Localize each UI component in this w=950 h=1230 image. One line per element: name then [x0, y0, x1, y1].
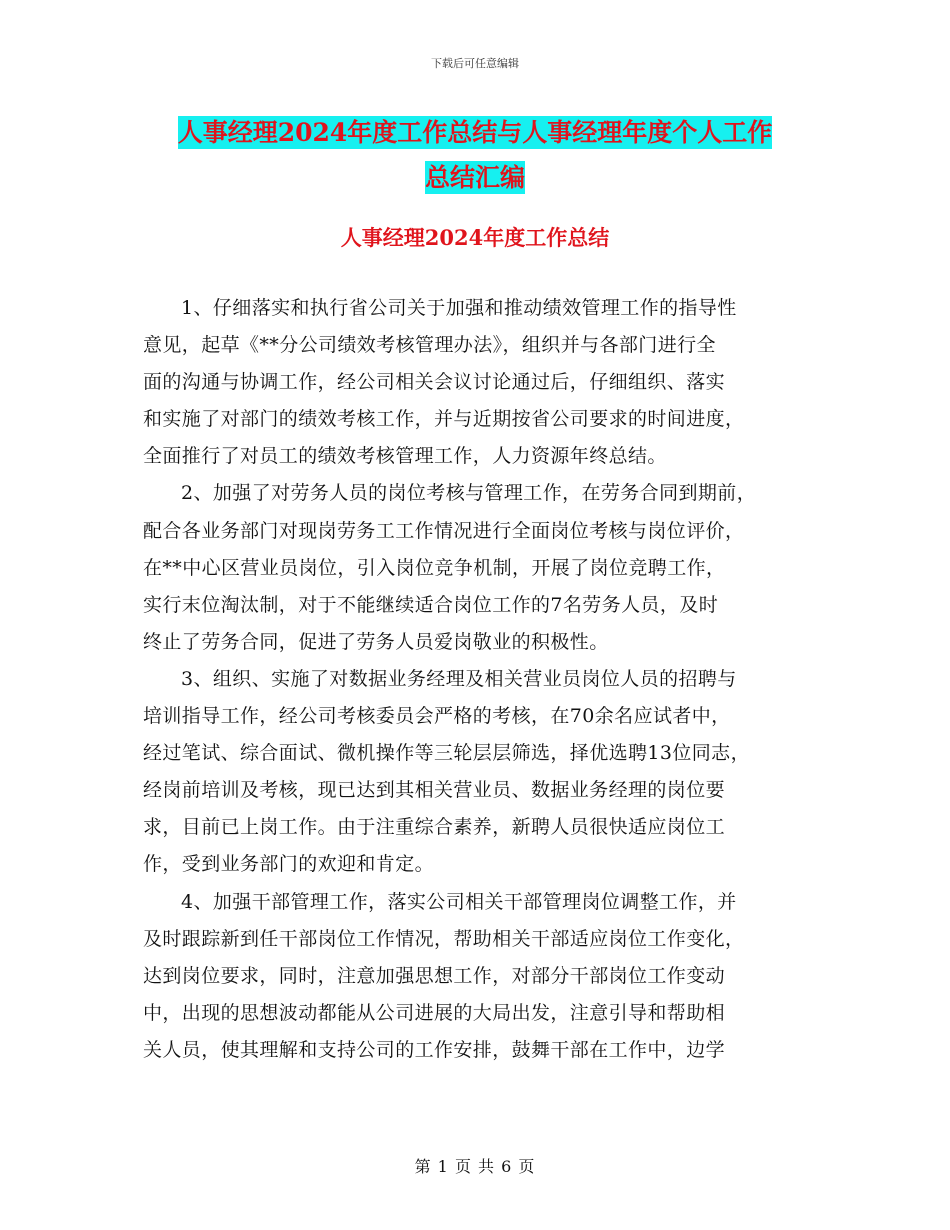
paragraph-3 [143, 661, 807, 884]
document-title [0, 110, 950, 200]
document-title-line-1: 人事经理2024年度工作总结与人事经理年度个人工作 [177, 118, 773, 147]
paragraph-line: 配合各业务部门对现岗劳务工工作情况进行全面岗位考核与岗位评价， [143, 519, 745, 542]
document-title-line-2: 总结汇编 [424, 163, 525, 192]
paragraph-line: 3、组织、实施了对数据业务经理及相关营业员岗位人员的招聘与 [181, 667, 737, 690]
paragraph-line: 和实施了对部门的绩效考核工作，并与近期按省公司要求的时间进度， [143, 408, 745, 431]
page-footer: 第 1 页 共 6 页 [414, 1157, 536, 1176]
paragraph-line: 求，目前已上岗工作。由于注重综合素养，新聘人员很快适应岗位工 [143, 816, 726, 839]
paragraph-line: 意见，起草《**分公司绩效考核管理办法》，组织并与各部门进行全 [143, 334, 716, 357]
body-text [143, 290, 807, 1069]
paragraph-line: 经岗前培训及考核，现已达到其相关营业员、数据业务经理的岗位要 [143, 779, 726, 802]
paragraph-1 [143, 290, 807, 475]
paragraph-line: 中，出现的思想波动都能从公司进展的大局出发，注意引导和帮助相 [143, 1001, 726, 1024]
paragraph-line: 全面推行了对员工的绩效考核管理工作，人力资源年终总结。 [143, 445, 667, 468]
paragraph-line: 1、仔细落实和执行省公司关于加强和推动绩效管理工作的指导性 [181, 297, 737, 319]
paragraph-line: 作，受到业务部门的欢迎和肯定。 [143, 853, 435, 876]
paragraph-line: 关人员，使其理解和支持公司的工作安排，鼓舞干部在工作中，边学 [143, 1038, 726, 1061]
paragraph-line: 及时跟踪新到任干部岗位工作情况，帮助相关干部适应岗位工作变化， [143, 927, 745, 950]
paragraph-line: 实行末位淘汰制，对于不能继续适合岗位工作的7名劳务人员，及时 [143, 593, 719, 616]
paragraph-line: 4、加强干部管理工作，落实公司相关干部管理岗位调整工作，并 [181, 890, 737, 913]
header-note: 下载后可任意编辑 [431, 57, 519, 70]
paragraph-line: 2、加强了对劳务人员的岗位考核与管理工作，在劳务合同到期前， [181, 482, 757, 505]
section-title: 人事经理2024年度工作总结 [340, 225, 610, 250]
paragraph-line: 在**中心区营业员岗位，引入岗位竞争机制，开展了岗位竞聘工作， [143, 556, 726, 579]
paragraph-2 [143, 475, 807, 660]
paragraph-line: 达到岗位要求，同时，注意加强思想工作，对部分干部岗位工作变动 [143, 964, 726, 987]
paragraph-line: 经过笔试、综合面试、微机操作等三轮层层筛选，择优选聘13位同志， [143, 742, 750, 765]
paragraph-line: 终止了劳务合同，促进了劳务人员爱岗敬业的积极性。 [143, 630, 609, 653]
paragraph-line: 培训指导工作，经公司考核委员会严格的考核，在70余名应试者中， [143, 705, 731, 728]
paragraph-line: 面的沟通与协调工作，经公司相关会议讨论通过后，仔细组织、落实 [143, 371, 726, 394]
paragraph-4 [143, 884, 807, 1069]
